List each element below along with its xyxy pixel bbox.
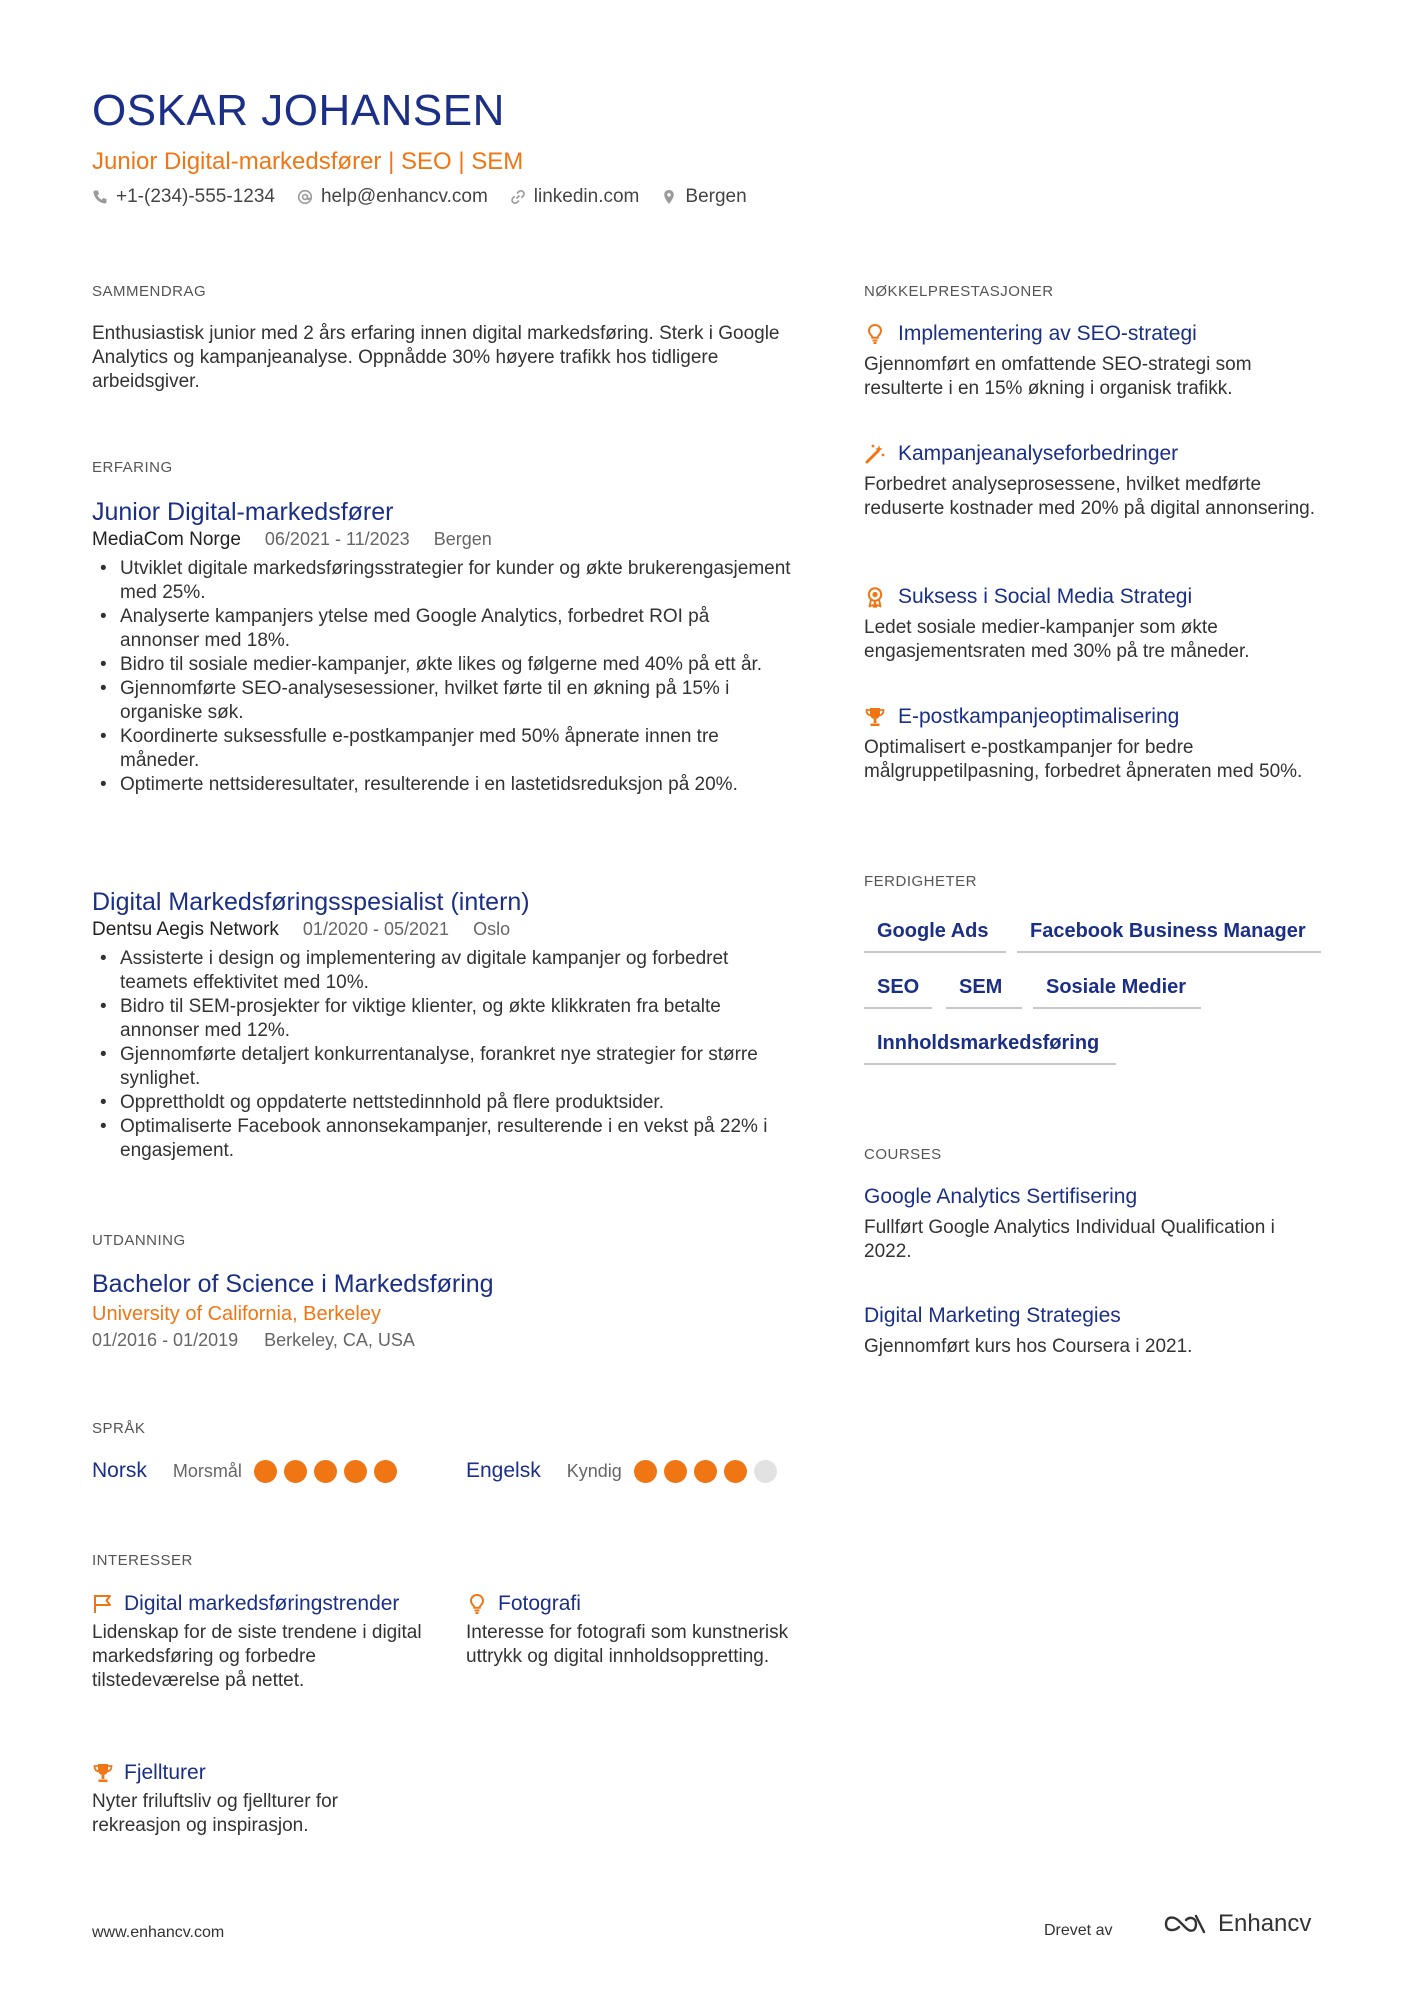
award-icon [864,586,886,608]
linkedin-text: linkedin.com [533,186,640,207]
skill-tag: Google Ads [864,920,1006,953]
rating-dot-filled [664,1460,687,1483]
interest-item [92,1590,422,1693]
interest-title: Fotografi [498,1592,581,1615]
course-title: Google Analytics Sertifisering [864,1185,1138,1208]
job-bullets [92,947,792,1163]
skills-heading: FERDIGHETER [864,873,978,890]
interest-title: Fjellturer [124,1761,206,1784]
job-bullet: • Utviklet digitale markedsføringsstrategier for kunder og økte brukerengasjement med 25%. [92,557,792,605]
achievements-heading: NØKKELPRESTASJONER [864,283,1054,300]
job-dates: 06/2021 - 11/2023 [264,529,410,549]
lightbulb-icon [466,1593,488,1615]
job-company: Dentsu Aegis Network [92,919,279,940]
language-level: Morsmål [172,1460,242,1481]
job-bullets [92,557,792,797]
achievement-title: Suksess i Social Media Strategi [898,585,1193,608]
achievement-item [864,440,1324,521]
job-bullet: • Koordinerte suksessfulle e-postkampanjer med 50% åpnerate innen tre måneder. [92,725,792,773]
rating-dot-filled [694,1460,717,1483]
flag-icon [92,1593,114,1615]
job-dates: 01/2020 - 05/2021 [302,919,450,939]
job-bullet: • Optimerte nettsideresultater, resulterende i en lastetidsreduksjon på 20%. [92,773,792,797]
language-level: Kyndig [566,1460,622,1481]
contact-linkedin[interactable] [510,186,640,208]
job-bullet: • Gjennomførte SEO-analysesessioner, hvilket førte til en økning på 15% i organiske søk. [92,677,792,725]
job-bullet: • Analyserte kampanjers ytelse med Google Analytics, forbedret ROI på annonser med 18%. [92,605,792,653]
job-bullet: • Bidro til sosiale medier-kampanjer, økte likes og følgerne med 40% på ett år. [92,653,792,677]
course-text: Gjennomført kurs hos Coursera i 2021. [864,1336,1193,1357]
interest-text: Nyter friluftsliv og fjellturer for rekreasjon og inspirasjon. [92,1791,339,1836]
achievement-text: Optimalisert e-postkampanjer for bedre målgruppetilpasning, forbedret åpneraten med 50%. [864,737,1303,782]
job-entry-1 [92,497,792,797]
achievement-text: Forbedret analyseprosessene, hvilket medførte reduserte kostnader med 20% på digital annonsering. [864,474,1316,519]
footer-url[interactable]: www.enhancv.com [92,1924,225,1941]
rating-dot-filled [374,1460,397,1483]
footer-brand-name: Enhancv [1218,1910,1312,1937]
education-degree: Bachelor of Science i Markedsføring [92,1270,494,1298]
rating-dot-empty [754,1460,777,1483]
language-name: Engelsk [466,1459,541,1482]
skill-tag: SEO [864,976,932,1009]
achievement-title: E-postkampanjeoptimalisering [898,705,1180,728]
education-heading: UTDANNING [92,1232,186,1249]
achievement-text: Ledet sosiale medier-kampanjer som økte engasjementsraten med 30% på tre måneder. [864,617,1250,662]
job-meta [92,529,792,551]
job-bullet: • Assisterte i design og implementering av digitale kampanjer og forbedret teamets effektivitet med 10%. [92,947,792,995]
language-name: Norsk [92,1459,147,1482]
job-bullet: • Bidro til SEM-prosjekter for viktige klienter, og økte klikkraten fra betalte annonser med 12%. [92,995,792,1043]
contact-location [661,186,746,208]
candidate-name: OSKAR JOHANSEN [92,86,505,135]
job-location: Bergen [433,529,492,549]
education-meta [92,1330,792,1351]
achievement-item [864,703,1324,784]
education-school: University of California, Berkeley [92,1303,381,1325]
interest-text: Lidenskap for de siste trendene i digital markedsføring og forbedre tilstedeværelse på nettet. [92,1622,422,1691]
interest-title: Digital markedsføringstrender [124,1592,400,1615]
job-company: MediaCom Norge [92,529,241,550]
job-title: Junior Digital-markedsfører [92,498,394,526]
summary-heading: SAMMENDRAG [92,283,207,300]
rating-dot-filled [724,1460,747,1483]
education-dates: 01/2016 - 01/2019 [92,1330,239,1350]
skill-tag: Sosiale Medier [1033,976,1201,1009]
interests-heading: INTERESSER [92,1552,193,1569]
footer-brand[interactable] [1162,1910,1311,1938]
achievement-title: Implementering av SEO-strategi [898,322,1197,345]
language-rating [254,1460,397,1483]
course-item [864,1302,1324,1359]
experience-heading: ERFARING [92,459,173,476]
phone-icon [92,189,108,205]
location-text: Bergen [685,186,747,207]
candidate-tagline: Junior Digital-markedsfører | SEO | SEM [92,148,524,175]
footer-powered-by: Drevet av [1044,1922,1113,1939]
job-title: Digital Markedsføringsspesialist (intern) [92,888,530,916]
job-bullet: • Optimaliserte Facebook annonsekampanjer, resulterende i en vekst på 22% i engasjement. [92,1115,792,1163]
job-meta [92,919,792,941]
link-icon [510,189,526,205]
contact-email[interactable] [297,186,488,208]
rating-dot-filled [634,1460,657,1483]
language-item [466,1459,777,1483]
rating-dot-filled [284,1460,307,1483]
course-title: Digital Marketing Strategies [864,1304,1121,1327]
trophy-icon [864,706,886,728]
job-bullet: • Opprettholdt og oppdaterte nettstedinnhold på flere produktsider. [92,1091,792,1115]
at-icon [297,189,313,205]
job-location: Oslo [473,919,511,939]
achievement-title: Kampanjeanalyseforbedringer [898,442,1179,465]
rating-dot-filled [254,1460,277,1483]
language-item [92,1459,397,1483]
skill-tag: SEM [946,976,1022,1009]
job-entry-2 [92,887,792,1163]
courses-heading: COURSES [864,1146,942,1163]
rating-dot-filled [344,1460,367,1483]
education-location: Berkeley, CA, USA [264,1330,415,1350]
achievement-text: Gjennomført en omfattende SEO-strategi som resulterte i en 15% økning i organisk trafikk. [864,354,1252,399]
contact-row [92,186,747,208]
interest-item [466,1590,796,1669]
lightbulb-icon [864,323,886,345]
interest-item [92,1759,422,1838]
interest-text: Interesse for fotografi som kunstnerisk uttrykk og digital innholdsoppretting. [466,1622,789,1667]
course-item [864,1183,1324,1264]
enhancv-logo-icon [1162,1910,1208,1938]
contact-phone[interactable] [92,186,275,208]
email-text: help@enhancv.com [320,186,488,207]
achievement-item [864,320,1324,401]
course-text: Fullført Google Analytics Individual Qualification i 2022. [864,1217,1275,1262]
trophy-icon [92,1762,114,1784]
location-pin-icon [661,189,677,205]
summary-text: Enthusiastisk junior med 2 års erfaring innen digital markedsføring. Sterk i Google Analytics og kampanjeanalyse. Oppnådde 30% høyere trafikk hos tidligere arbeidsgiver. [92,323,780,392]
skill-tag: Innholdsmarkedsføring [864,1032,1116,1065]
magic-wand-icon [864,443,886,465]
achievement-item [864,583,1324,664]
education-entry [92,1269,792,1351]
job-bullet: • Gjennomførte detaljert konkurrentanalyse, forankret nye strategier for større synlighet. [92,1043,792,1091]
languages-heading: SPRÅK [92,1420,146,1437]
rating-dot-filled [314,1460,337,1483]
skill-tag: Facebook Business Manager [1017,920,1321,953]
language-rating [634,1460,777,1483]
phone-text: +1-(234)-555-1234 [116,186,275,207]
